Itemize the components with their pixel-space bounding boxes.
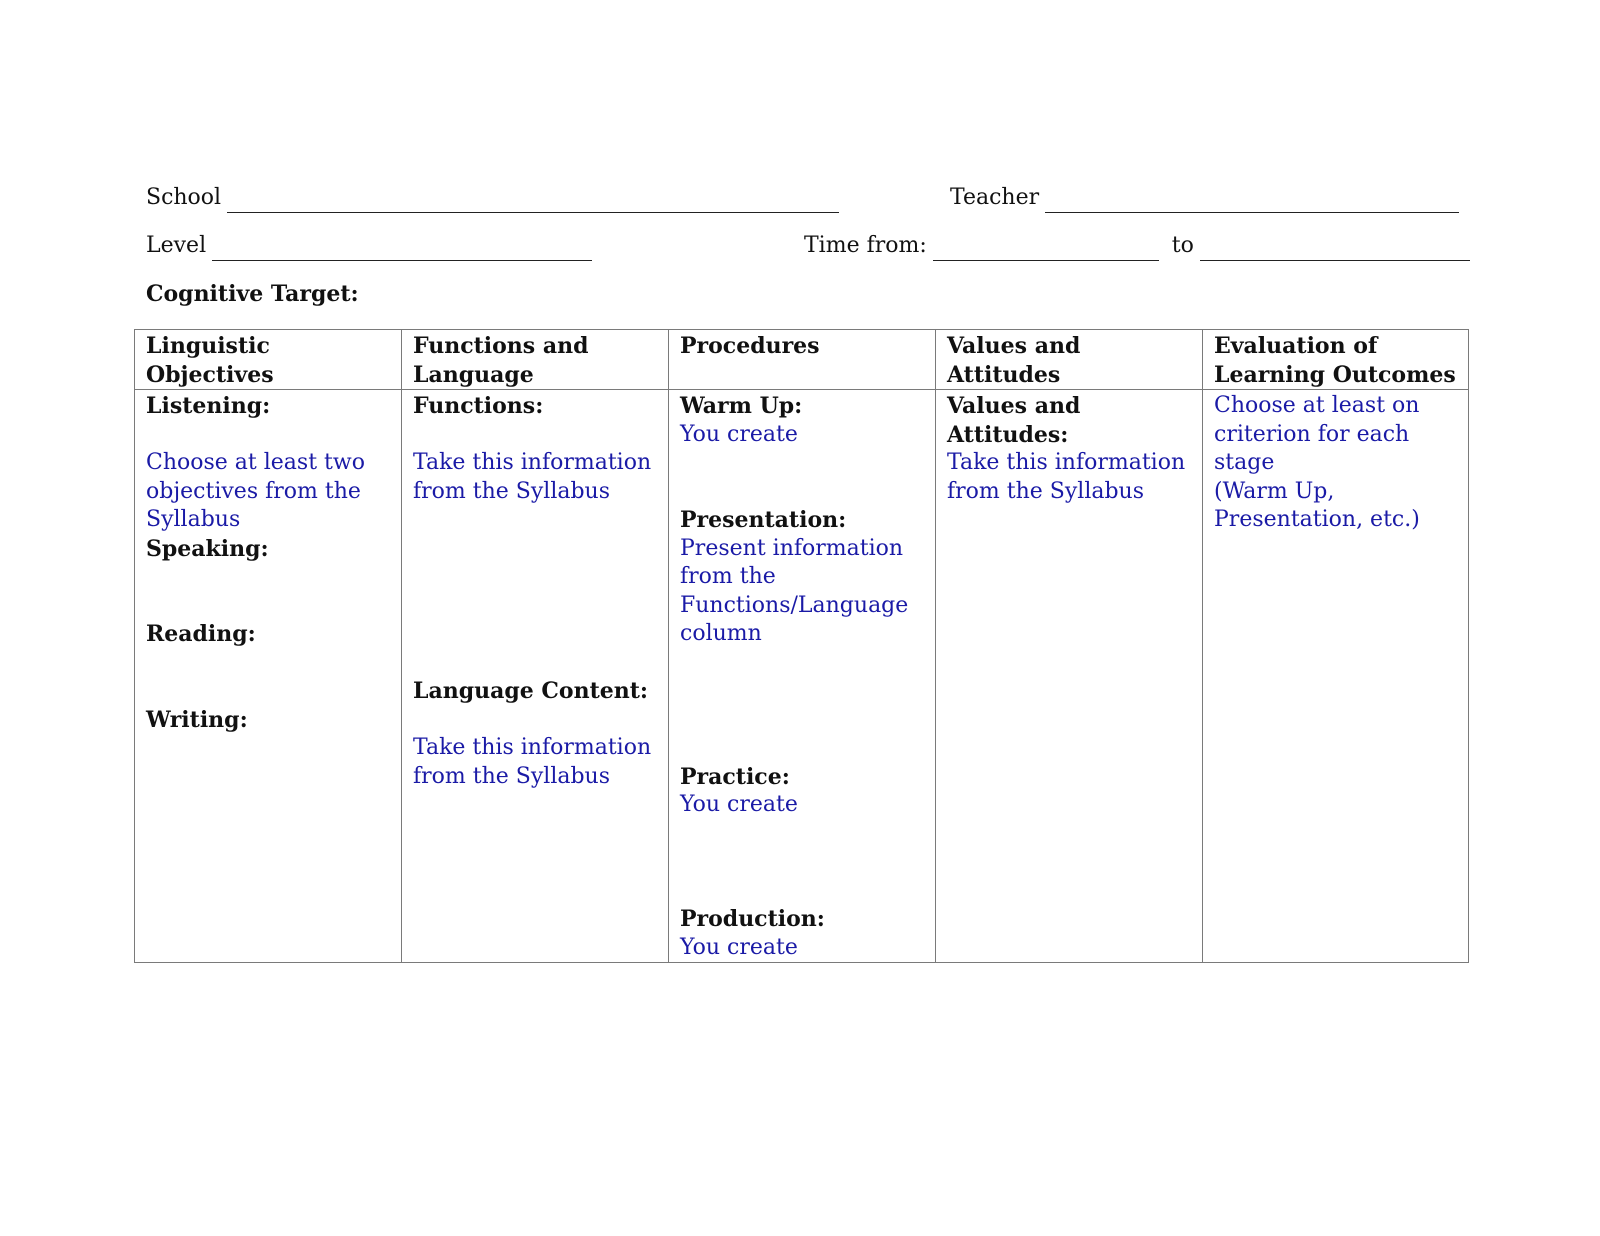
presentation-note-line: column [680,621,762,646]
warm-up-label: Warm Up: [680,393,803,419]
language-note-line: Take this information [413,735,652,760]
production-note: You create [680,934,798,960]
procedures-cell [669,390,936,963]
functions-label: Functions: [413,393,544,419]
level-field [146,231,592,261]
functions-note-line: Take this information [413,450,652,475]
time-to-blank[interactable] [1200,238,1470,261]
listening-note-line: Syllabus [146,507,241,532]
values-note-line: Take this information [947,450,1186,475]
evaluation-note-line: criterion for each stage [1214,421,1410,475]
functions-note-line: from the Syllabus [413,478,611,504]
production-label: Production: [680,906,825,932]
column-header: Procedures [669,330,936,390]
linguistic-objectives-cell [135,390,402,963]
reading-label: Reading: [146,621,256,647]
evaluation-cell [1203,390,1469,963]
school-label: School [146,185,222,210]
listening-label: Listening: [146,393,271,419]
column-header: Evaluation of Learning Outcomes [1203,330,1469,390]
lesson-plan-table [134,329,1469,963]
column-header: Linguistic Objectives [135,330,402,390]
teacher-blank[interactable] [1045,190,1459,213]
presentation-note-line: from the [680,564,776,589]
speaking-label: Speaking: [146,535,269,562]
teacher-label: Teacher [950,185,1040,210]
practice-note: You create [680,792,798,817]
presentation-note-line: Present information [680,535,904,561]
level-label: Level [146,233,207,258]
presentation-label: Presentation: [680,507,847,533]
column-header: Values and Attitudes [936,330,1203,390]
column-header: Functions and Language [402,330,669,390]
time-field [804,231,1470,261]
time-from-label: Time from: [804,233,927,258]
table-header-row [135,330,1469,390]
time-from-blank[interactable] [933,238,1159,261]
warm-up-note: You create [680,421,798,447]
listening-note-line: objectives from the [146,478,361,504]
values-attitudes-label: Values and Attitudes: [947,393,1081,448]
to-label: to [1171,233,1194,258]
school-blank[interactable] [227,190,839,213]
presentation-note-line: Functions/Language [680,592,909,618]
values-attitudes-cell [936,390,1203,963]
functions-language-cell [402,390,669,963]
school-field [146,183,839,213]
cognitive-target-label: Cognitive Target: [146,281,359,307]
language-content-label: Language Content: [413,678,649,704]
writing-label: Writing: [146,706,248,733]
language-note-line: from the Syllabus [413,763,611,789]
table-row [135,390,1469,963]
practice-label: Practice: [680,763,790,790]
evaluation-note-line: (Warm Up, [1214,478,1335,504]
listening-note-line: Choose at least two [146,450,365,475]
level-blank[interactable] [212,238,592,261]
values-note-line: from the Syllabus [947,478,1145,504]
evaluation-note-line: Presentation, etc.) [1214,507,1420,532]
teacher-field [950,183,1459,213]
evaluation-note-line: Choose at least on [1214,393,1420,418]
